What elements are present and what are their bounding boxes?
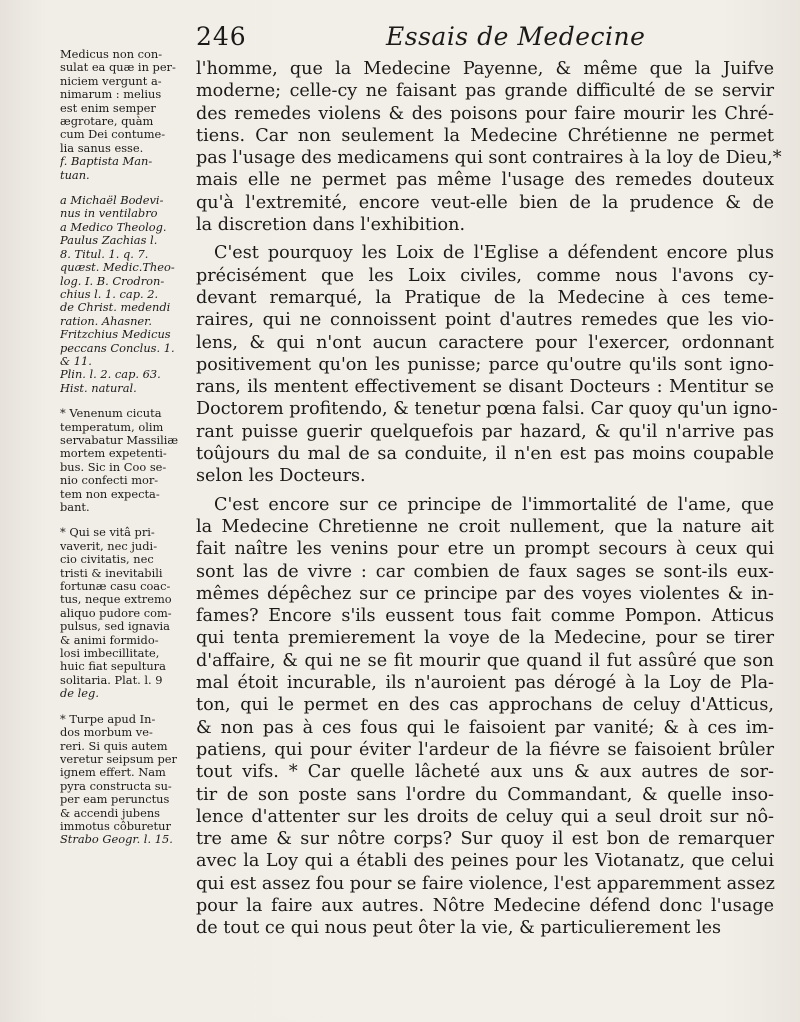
page-number: 246 [196,22,247,51]
text-line: devant remarqué, la Pratique de la Medecine à ces teme- [196,287,774,308]
text-line: la discretion dans l'exhibition. [196,215,466,236]
text-line: mêmes dépêchez sur ce principe par des voyes violentes & in- [196,583,774,604]
text-line: qui tenta premierement la voye de la Medecine, pour se tirer [196,628,774,649]
margin-note-line: * Venenum cicuta [60,407,162,421]
margin-note-line: * Qui se vitâ pri- [60,526,155,540]
text-line: mais elle ne permet pas même l'usage des remedes douteux [196,170,774,191]
text-line: précisément que les Loix civiles, comme nous l'avons cy- [196,265,774,286]
text-line: C'est pourquoy les Loix de l'Eglise a défendent encore plus [214,243,774,264]
text-line: lence d'attenter sur les droits de celuy qui a seul droit sur nô- [196,806,774,827]
margin-note-line: 8. Titul. 1. q. 7. [60,247,149,261]
margin-note-line: peccans Conclus. 1. [60,341,175,355]
text-line: sont las de vivre : car combien de faux sages se sont-ils eux- [196,561,774,582]
text-line: moderne; celle-cy ne faisant pas grande difficulté de se servir [196,81,774,102]
margin-note-line: reri. Si quis autem [60,739,168,753]
margin-note-line: a Medico Theolog. [60,220,167,234]
text-line: rans, ils mentent effectivement se disant Docteurs : Mentitur se [196,377,774,398]
margin-note-line: cum Dei contume- [60,128,166,142]
margin-note-line: tristi & inevitabili [60,566,163,580]
text-line: rant puisse guerir quelquefois par hazard, & qu'il n'arrive pas [196,421,774,442]
text-line: des remedes violens & des poisons pour faire mourir les Chré- [196,103,774,124]
margin-note-line: fortunæ casu coac- [60,580,171,594]
text-line: mal étoit incurable, ils n'auroient pas dérogé à la Loy de Pla- [196,673,774,694]
margin-note-line: Hist. natural. [60,381,137,395]
margin-note-line: f. Baptista Man- [60,155,153,169]
margin-note-line: Fritzchius Medicus [60,328,171,342]
margin-note-line: ignem effert. Nam [60,766,166,780]
text-line: toûjours du mal de sa conduite, il n'en est pas moins coupable [196,444,774,465]
margin-note-line: Strabo Geogr. l. 15. [60,833,173,847]
text-line: fait naître les venins pour etre un prompt secours à ceux qui [196,539,774,560]
margin-note-line: * Turpe apud In- [60,712,156,726]
text-line: tir de son poste sans l'ordre du Commandant, & quelle inso- [196,784,774,805]
margin-note [60,48,188,182]
margin-note-line: log. I. B. Crodron- [60,274,165,288]
margin-note-line: vaverit, nec judi- [60,539,158,553]
text-line: positivement qu'on les punisse; parce qu'outre qu'ils sont igno- [196,354,774,375]
text-line: qui est assez fou pour se faire violence, l'est apparemment assez [196,873,775,894]
running-title: Essais de Medecine [386,22,646,51]
margin-note-line: Paulus Zachias l. [60,234,158,248]
margin-note-line: tem non expecta- [60,487,160,501]
text-line: ton, qui le permet en des cas approchans de celuy d'Atticus, [196,695,774,716]
margin-note [60,713,188,847]
margin-note [60,407,188,514]
text-line: pour la faire aux autres. Nôtre Medecine défend donc l'usage [196,895,774,916]
margin-note-line: veretur seipsum per [60,752,177,766]
margin-note-line: lia sanus esse. [60,141,144,155]
paragraph [196,242,778,487]
margin-note-line: per eam perunctus [60,793,170,807]
margin-note-line: bus. Sic in Coo se- [60,460,167,474]
margin-note-line: pulsus, sed ignavia [60,620,170,634]
text-line: tre ame & sur nôtre corps? Sur quoy il est bon de remarquer [196,829,774,850]
text-line: lens, & qui n'ont aucun caractere pour l'exercer, ordonnant [196,332,774,353]
margin-note-line: losi imbecillitate, [60,647,160,661]
paragraph [196,58,782,236]
margin-note-line: tuan. [60,168,90,182]
marginal-notes [60,48,188,859]
text-line: de tout ce qui nous peut ôter la vie, & particulierement les [196,918,722,939]
margin-note-line: & accendi jubens [60,806,161,820]
margin-note-line: ration. Ahasner. [60,314,152,328]
margin-note-line: huic fiat sepultura [60,660,166,674]
text-line: l'homme, que la Medecine Payenne, & même que la Juifve [196,59,774,79]
margin-note-line: tus, neque extremo [60,593,172,607]
margin-note-line: ægrotare, quàm [60,115,154,129]
margin-note-line: chius l. 1. cap. 2. [60,287,159,301]
margin-note-line: solitaria. Plat. l. 9 [60,673,163,687]
margin-note-line: Medicus non con- [60,48,163,61]
text-line: selon les Docteurs. [196,466,366,487]
margin-note [60,194,188,395]
margin-note-line: nimarum : melius [60,88,162,102]
text-line: pas l'usage des medicamens qui sont contraires à la loy de Dieu,* [196,148,782,169]
margin-note [60,526,188,700]
margin-note-line: Plin. l. 2. cap. 63. [60,368,161,382]
margin-note-line: cio civitatis, nec [60,553,154,567]
margin-note-line: est enim semper [60,101,156,115]
margin-note-line: nus in ventilabro [60,207,158,221]
margin-note-line: aliquo pudore com- [60,606,172,620]
margin-note-line: servabatur Massiliæ [60,433,179,447]
text-line: & non pas à ces fous qui le faisoient par vanité; & à ces im- [196,717,774,738]
margin-note-line: niciem vergunt a- [60,74,162,88]
text-line: Doctorem profitendo, & tenetur pœna falsi. Car quoy qu'un igno- [196,399,778,420]
margin-note-line: de Christ. medendi [60,301,171,315]
margin-note-line: bant. [60,501,90,514]
margin-note-line: a Michaël Bodevi- [60,194,164,208]
page-header [196,16,796,56]
text-line: fames? Encore s'ils eussent tous fait comme Pompon. Atticus [196,606,774,627]
margin-note-line: pyra constructa su- [60,779,172,793]
margin-note-line: temperatum, olim [60,420,164,434]
text-line: patiens, qui pour éviter l'ardeur de la fiévre se faisoient brûler [196,739,774,760]
margin-note-line: nio confecti mor- [60,474,159,488]
text-line: tout vifs. * Car quelle lâcheté aux uns & aux autres de sor- [196,762,774,783]
margin-note-line: quæst. Medic.Theo- [60,261,175,275]
text-line: avec la Loy qui a établi des peines pour les Viotanatz, que celui [196,851,774,872]
text-line: raires, qui ne connoissent point d'autres remedes que les vio- [196,310,774,331]
main-text [196,58,782,946]
margin-note-line: de leg. [60,687,99,701]
margin-note-line: immotus côburetur [60,819,171,833]
paragraph [196,494,774,940]
margin-note-line: dos morbum ve- [60,726,153,740]
margin-note-line: & animi formido- [60,633,159,647]
text-line: la Medecine Chretienne ne croit nullement, que la nature ait [196,516,774,537]
text-line: tiens. Car non seulement la Medecine Chrétienne ne permet [196,125,774,146]
text-line: qu'à l'extremité, encore veut-elle bien de la prudence & de [196,192,774,213]
margin-note-line: & 11. [60,354,92,368]
text-line: d'affaire, & qui ne se fit mourir que quand il fut assûré que son [196,650,774,671]
text-line: C'est encore sur ce principe de l'immortalité de l'ame, que [214,494,774,515]
margin-note-line: mortem expetenti- [60,447,167,461]
margin-note-line: sulat ea quæ in per- [60,61,176,75]
